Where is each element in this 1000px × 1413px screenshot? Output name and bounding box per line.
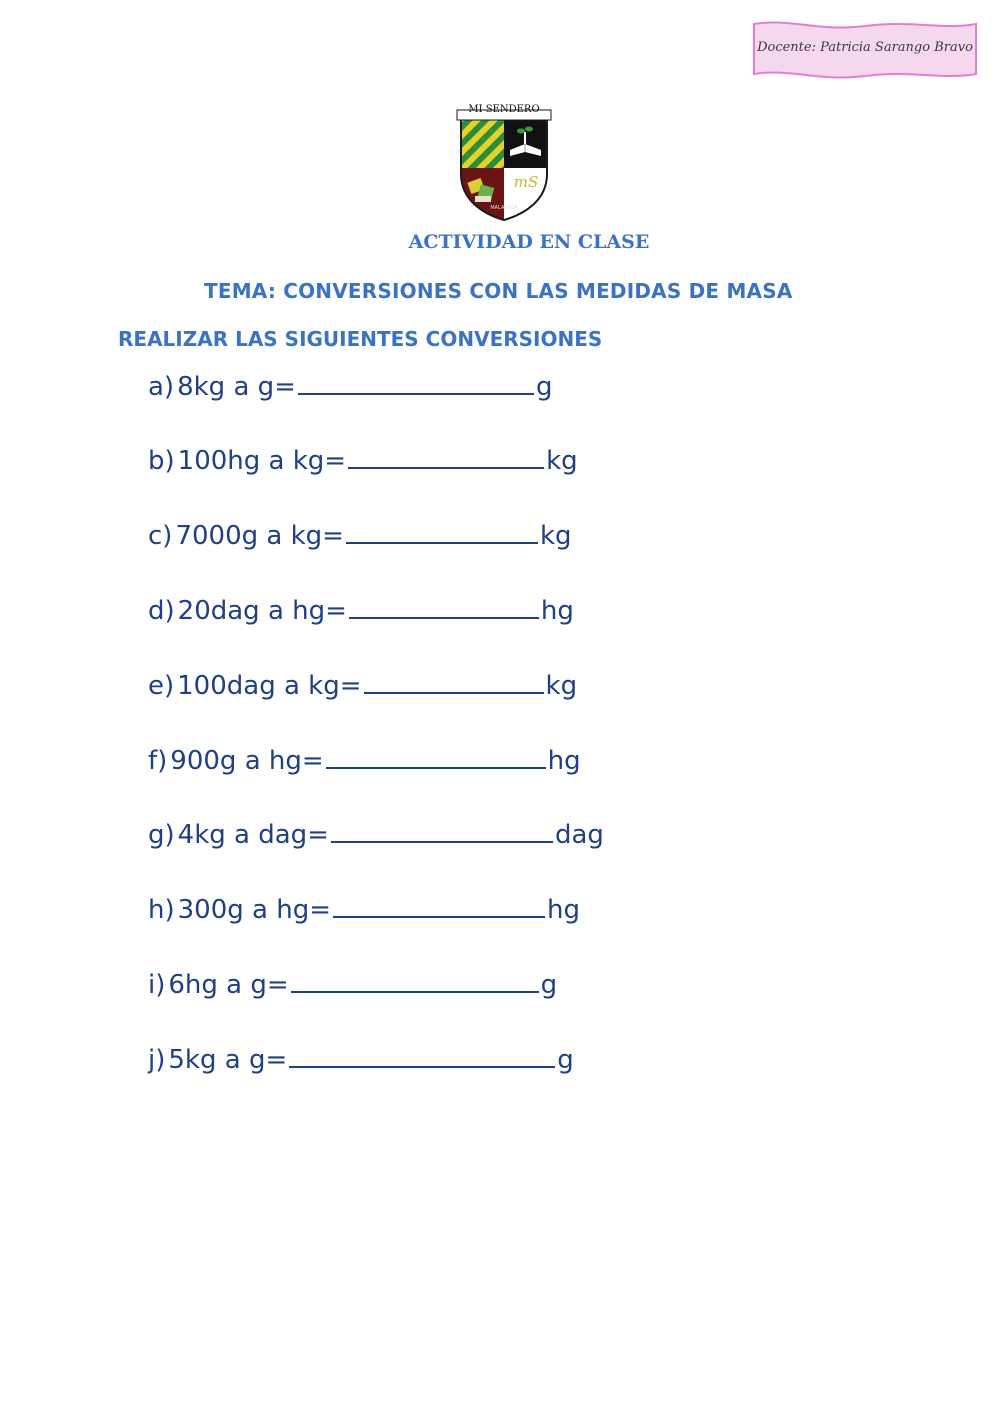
exercise-expression: 6hg a g= [168, 970, 289, 1000]
answer-blank[interactable] [333, 896, 545, 918]
exercise-expression: 900g a hg= [170, 746, 324, 776]
answer-blank[interactable] [289, 1046, 555, 1068]
answer-blank[interactable] [349, 597, 539, 619]
exercise-letter: f) [148, 746, 168, 776]
exercise-unit: hg [540, 596, 574, 626]
exercise-expression: 8kg a g= [177, 372, 296, 402]
exercise-unit: hg [546, 895, 580, 925]
exercise-e [148, 671, 577, 711]
instruction-text: REALIZAR LAS SIGUIENTES CONVERSIONES [118, 327, 603, 351]
exercise-j [148, 1045, 574, 1085]
exercise-unit: kg [539, 521, 572, 551]
exercise-i [148, 970, 557, 1010]
exercise-expression: 5kg a g= [168, 1045, 288, 1075]
exercise-unit: dag [554, 820, 604, 850]
exercise-expression: 7000g a kg= [175, 521, 344, 551]
exercise-c [148, 521, 572, 561]
exercise-letter: h) [148, 895, 175, 925]
exercise-b [148, 446, 578, 486]
exercise-expression: 20dag a hg= [177, 596, 347, 626]
exercise-f [148, 746, 581, 786]
exercise-a [148, 372, 552, 412]
exercise-expression: 4kg a dag= [177, 820, 329, 850]
school-crest [455, 104, 553, 222]
exercise-unit: kg [546, 446, 578, 476]
exercise-letter: b) [148, 446, 175, 476]
exercise-unit: g [557, 1045, 574, 1075]
crest-motto: MALAKASA [490, 205, 518, 211]
exercise-unit: g [535, 372, 553, 402]
exercise-expression: 100hg a kg= [177, 446, 347, 476]
answer-blank[interactable] [298, 373, 534, 395]
exercise-expression: 100dag a kg= [177, 671, 362, 701]
exercise-expression: 300g a hg= [177, 895, 331, 925]
exercise-letter: c) [148, 521, 173, 551]
exercise-g [148, 820, 604, 860]
exercise-unit: kg [545, 671, 578, 701]
exercise-letter: g) [148, 820, 175, 850]
exercise-letter: e) [148, 671, 175, 701]
topic-heading: TEMA: CONVERSIONES CON LAS MEDIDAS DE MASA [204, 279, 793, 303]
crest-monogram: mS [513, 173, 539, 191]
exercise-letter: i) [148, 970, 166, 1000]
exercise-letter: d) [148, 596, 175, 626]
answer-blank[interactable] [291, 971, 539, 993]
exercise-letter: a) [148, 372, 175, 402]
teacher-banner [750, 18, 980, 82]
answer-blank[interactable] [348, 447, 544, 469]
crest-name: MI SENDERO [468, 104, 540, 115]
answer-blank[interactable] [364, 672, 544, 694]
teacher-name: Docente: Patricia Sarango Bravo [757, 40, 973, 55]
exercise-h [148, 895, 580, 935]
page-title: ACTIVIDAD EN CLASE [408, 231, 650, 253]
exercise-letter: j) [148, 1045, 166, 1075]
exercise-unit: g [540, 970, 558, 1000]
exercise-d [148, 596, 574, 636]
answer-blank[interactable] [346, 522, 538, 544]
answer-blank[interactable] [331, 821, 553, 843]
exercise-unit: hg [547, 746, 581, 776]
answer-blank[interactable] [326, 747, 546, 769]
